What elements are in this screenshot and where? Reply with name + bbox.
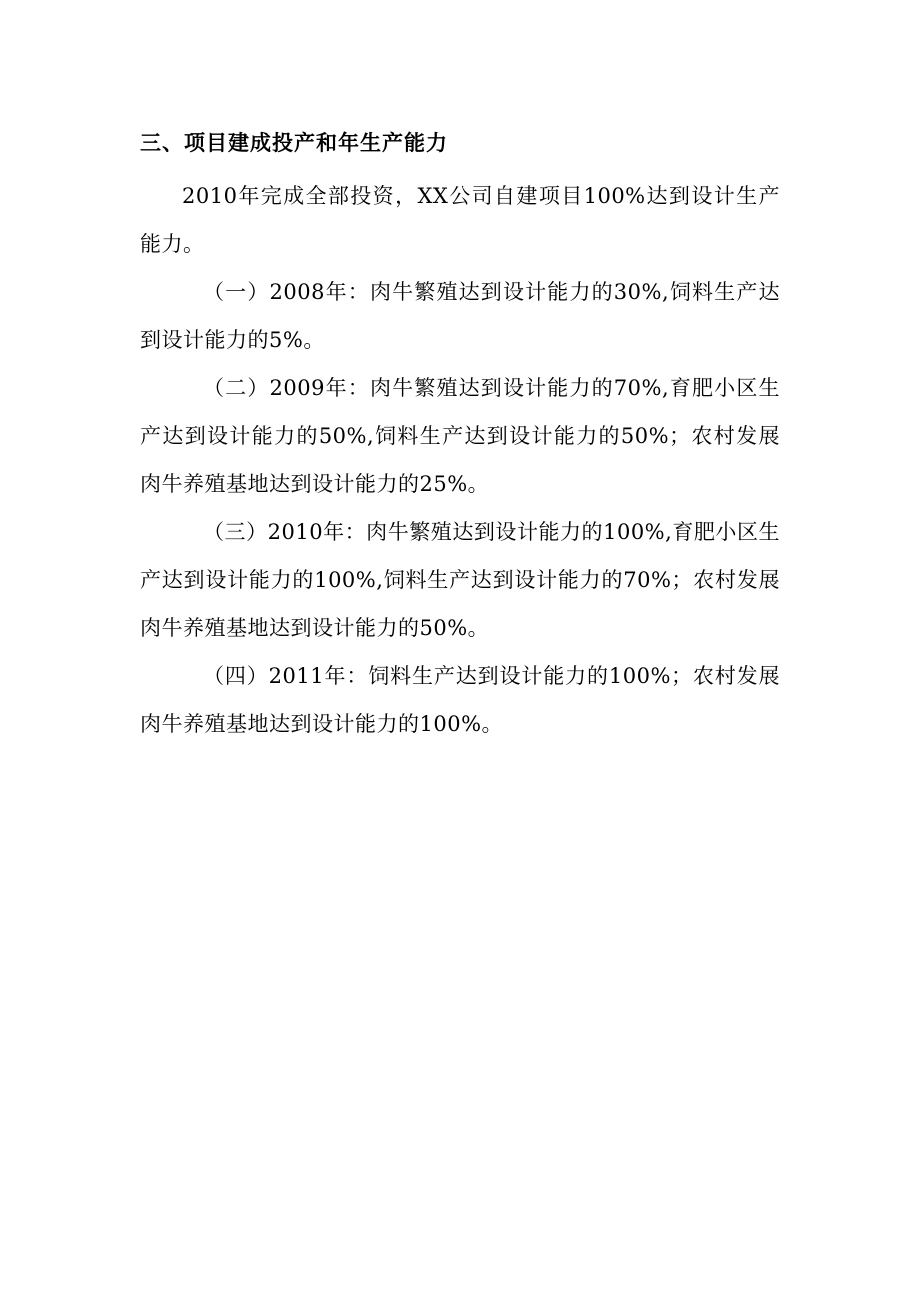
intro-paragraph: 2010年完成全部投资，XX公司自建项目100%达到设计生产能力。	[140, 184, 780, 256]
item-2008-paragraph: （一）2008年：肉牛繁殖达到设计能力的30%,饲料生产达到设计能力的5%。	[140, 280, 780, 352]
section-body	[140, 172, 780, 748]
item-2009-paragraph: （二）2009年：肉牛繁殖达到设计能力的70%,育肥小区生产达到设计能力的50%,饲料生产达到设计能力的50%；农村发展肉牛养殖基地达到设计能力的25%。	[140, 376, 780, 496]
item-2010-paragraph: （三）2010年：肉牛繁殖达到设计能力的100%,育肥小区生产达到设计能力的100%,饲料生产达到设计能力的70%；农村发展肉牛养殖基地达到设计能力的50%。	[140, 520, 780, 640]
section-heading: 三、项目建成投产和年生产能力	[140, 131, 448, 155]
item-2011-paragraph: （四）2011年：饲料生产达到设计能力的100%；农村发展肉牛养殖基地达到设计能力的100%。	[140, 664, 780, 736]
